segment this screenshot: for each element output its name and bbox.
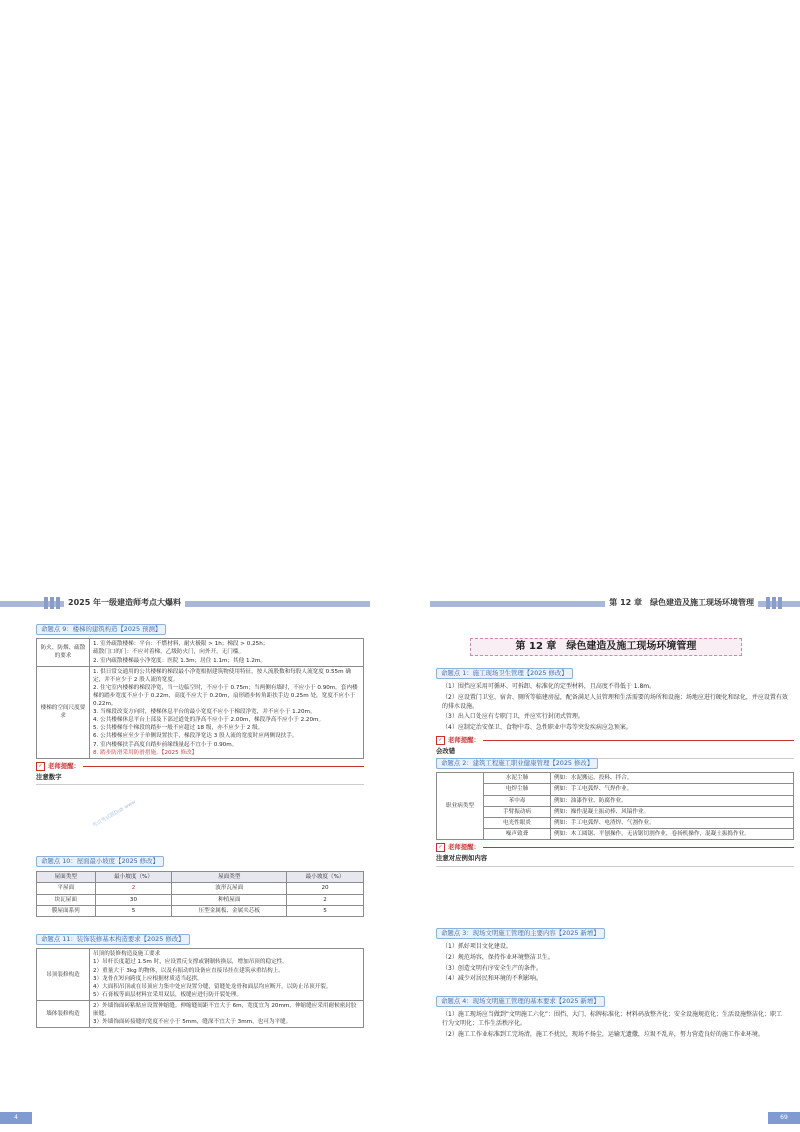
left-page-header <box>0 596 370 610</box>
table-cell: 种植屋面 <box>172 894 287 905</box>
list-item: 2）重量大于 3kg 的物体，以及有振动的设备应直接吊挂在建筑承重结构上。 <box>93 967 284 974</box>
table-cell: 30 <box>95 894 172 905</box>
table-row <box>37 949 364 1001</box>
tip-line <box>483 847 794 848</box>
tip-line <box>483 740 794 741</box>
stairs-table <box>36 638 364 759</box>
list-item: 2）外墙饰面砖粘贴应设置伸缩缝。伸缩缝间距不宜大于 6m，宽度宜为 20mm，伸缩缝应采用耐候密封胶嵌缝。 <box>93 1002 357 1018</box>
point-4-section <box>436 996 794 1040</box>
row-content <box>90 1000 364 1027</box>
point-3-title: 命题点 3：现场文明施工管理的主要内容【2025 新增】 <box>436 928 605 939</box>
table-cell: 例如：手工电弧焊、气焊作业。 <box>551 784 794 795</box>
list-item: 吊顶的装修构造及施工要求 <box>93 951 161 958</box>
point-9-section <box>36 624 364 785</box>
table-row <box>37 1000 364 1027</box>
tip-body: 注意对应例如内容 <box>436 852 794 866</box>
list-item: 1. 供日常交通用的公共楼梯的梯段最小净宽根据建筑物使用特征，按人流股数和每股人流宽度 0.55m 确定，并不应少于 2 股人流的宽度。 <box>93 668 351 683</box>
list-item: 1. 室外疏散楼梯：平台：不燃材料，耐火极限 > 1h；梯段 > 0.25h； <box>93 641 269 648</box>
table-cell: 例如：操作混凝土振动棒、风镐作业。 <box>551 806 794 817</box>
table-cell: 例如：木工圆锯、平刨操作，无齿锯切割作业，卷扬机操作，混凝土振捣作业。 <box>551 828 794 839</box>
point-2-title: 命题点 2：建筑工程施工职业健康管理【2025 修改】 <box>436 758 598 769</box>
decoration-table <box>36 948 364 1028</box>
check-icon: ✓ <box>36 762 45 771</box>
list-item: 4）大面积吊顶或在吊顶应力集中处应设置分缝，留缝处龙骨和面层均应断开，以防止吊顶开裂。 <box>93 983 332 990</box>
table-cell: 手臂振动病 <box>484 806 551 817</box>
paragraph: （1）抓好项目文化建设。 <box>442 943 512 951</box>
table-cell: 压型金属板、金属夹芯板 <box>172 905 287 916</box>
tip-title: 老师提醒： <box>448 842 480 851</box>
check-icon: ✓ <box>436 843 445 852</box>
teacher-tip <box>436 843 794 852</box>
right-page <box>430 596 800 1126</box>
table-cell: 5 <box>95 905 172 916</box>
row-label: 楼梯的空间尺度要求 <box>37 666 90 758</box>
row-label: 防火、防烟、疏散的要求 <box>37 639 90 666</box>
tip-body: 注意数字 <box>36 771 364 785</box>
column-header: 屋面类型 <box>172 872 287 883</box>
point-11-title: 命题点 11：装饰装修基本构造要求【2025 修改】 <box>36 934 190 945</box>
list-item: 5. 公共楼梯每个梯段的踏步一般不应超过 18 级，亦不应少于 2 级。 <box>93 725 264 732</box>
point-1-title: 命题点 1：施工现场卫生管理【2025 修改】 <box>436 668 573 679</box>
point-2-section <box>436 758 794 867</box>
watermark: 考点考试题Dub www <box>91 799 137 829</box>
tip-title: 老师提醒： <box>48 761 80 770</box>
table-row <box>437 817 794 828</box>
point-10-section <box>36 856 364 917</box>
list-item: 2. 住宅室内楼梯的梯段净宽，当一边临空时，不应小于 0.75m；当两侧有墙时，不应小于 0.90m。套内楼梯的踏步宽度不应小于 0.22m，高度不应大于 0.20m，扇形踏步转角距扶手边 0.25m 处，宽度不应小于 0.22m。 <box>93 684 358 708</box>
table-cell: 波形瓦屋面 <box>172 883 287 894</box>
table-row <box>437 806 794 817</box>
paragraph: （1）围挡应采用可循环、可拆卸、标准化的定型材料，且高度不得低于 1.8m。 <box>442 683 656 691</box>
left-page-number: 4 <box>0 1112 32 1124</box>
table-cell: 2 <box>287 894 364 905</box>
table-header-row <box>37 872 364 883</box>
table-cell: 水泥尘肺 <box>484 773 551 784</box>
column-header: 屋面类型 <box>37 872 96 883</box>
paragraph: （3）出入口处应有专职门卫，并应实行封闭式管理。 <box>442 713 584 721</box>
point-1-section <box>436 668 794 759</box>
list-item: 3）龙骨在短向跨度上应根据材质适当起拱。 <box>93 975 203 982</box>
list-item: 6. 公共楼梯应至少于单侧设置扶手，梯段净宽达 3 股人流的宽度时应两侧设扶手。 <box>93 733 298 740</box>
table-row <box>437 828 794 839</box>
point-11-section <box>36 934 364 1028</box>
paragraph: （4）减少对居民和环境的不利影响。 <box>442 975 542 983</box>
list-item: 3）外墙饰面砖接缝的宽度不应小于 5mm，缝深不宜大于 3mm，也可为平缝。 <box>93 1019 292 1026</box>
left-header-title: 2025 年一级建造师考点大爆料 <box>64 597 185 609</box>
list-item: 7. 室内楼梯扶手高度自踏步前缘线量起不宜小于 0.90m。 <box>93 741 238 748</box>
check-icon: ✓ <box>436 736 445 745</box>
row-label: 墙体装修构造 <box>37 1000 90 1027</box>
right-page-header <box>430 596 800 610</box>
roof-slope-table <box>36 871 364 916</box>
table-cell: 2 <box>95 883 172 894</box>
teacher-tip <box>436 736 794 745</box>
chapter-title: 第 12 章 绿色建造及施工现场环境管理 <box>470 638 742 656</box>
paragraph: （2）应设置门卫室、宿舍、厕所等临建房屋，配备满足人员管理和生活需要的场所和设施；场地应进行硬化和绿化，并应设置有效的排水设施。 <box>442 693 788 710</box>
list-item: 2. 室内疏散楼梯最小净宽度：医院 1.3m；居住 1.1m；其他 1.2m。 <box>93 657 266 664</box>
tip-line <box>83 766 364 767</box>
list-item: 4. 公共楼梯休息平台上部及下部过道处的净高不应小于 2.00m，梯段净高不应小于 2.20m。 <box>93 717 325 724</box>
point-10-title: 命题点 10：屋面最小坡度【2025 修改】 <box>36 856 164 867</box>
point-9-title: 命题点 9：楼梯的建筑构造【2025 预测】 <box>36 624 166 635</box>
list-item: 1）吊杆长度超过 1.5m 时，应设置反支撑或钢制转换层，增加吊顶的稳定性。 <box>93 959 288 966</box>
tip-body: 会改错 <box>436 745 794 759</box>
tip-title: 老师提醒： <box>448 735 480 744</box>
table-row <box>437 773 794 784</box>
table-row <box>37 894 364 905</box>
left-page <box>0 596 370 1126</box>
table-cell: 平屋面 <box>37 883 96 894</box>
table-cell: 例如：油漆作业、防腐作业。 <box>551 795 794 806</box>
list-item: 3. 当梯段改变方向时，楼梯休息平台的最小宽度不应小于梯段净宽，并不应小于 1.20m。 <box>93 709 316 716</box>
header-stripes <box>766 597 782 609</box>
table-cell: 膜屋面系列 <box>37 905 96 916</box>
table-cell: 5 <box>287 905 364 916</box>
table-row <box>37 905 364 916</box>
table-cell: 块瓦屋面 <box>37 894 96 905</box>
row-content <box>90 639 364 666</box>
list-item: 疏散门口的门：不应对着梯，乙级防火门，向外开，无门槛。 <box>93 649 245 656</box>
paragraph: （2）规范场容，保持作业环境整洁卫生。 <box>442 953 554 961</box>
table-cell: 例如：水泥搬运、投料、拌合。 <box>551 773 794 784</box>
occupational-disease-table <box>436 772 794 840</box>
table-cell: 电焊尘肺 <box>484 784 551 795</box>
table-cell: 例如：手工电弧焊、电渣焊、气割作业。 <box>551 817 794 828</box>
row-content <box>90 949 364 1001</box>
paragraph: （4）应制定治安保卫、食物中毒、急性职业中毒等突发疾病应急预案。 <box>442 724 632 732</box>
list-item: 5）石膏板等面层材料宜采用双层，板缝应进行防开裂处理。 <box>93 991 242 998</box>
column-header: 最小坡度（%） <box>287 872 364 883</box>
teacher-tip <box>36 762 364 771</box>
point-4-title: 命题点 4：现场文明施工管理的基本要求【2025 新增】 <box>436 996 605 1007</box>
header-stripes <box>44 597 60 609</box>
table-row <box>37 639 364 666</box>
column-header: 最小坡度（%） <box>95 872 172 883</box>
right-page-number: 69 <box>768 1112 800 1124</box>
table-row <box>37 666 364 758</box>
row-label: 职业病类型 <box>437 773 484 840</box>
table-cell: 电光性眼炎 <box>484 817 551 828</box>
paragraph: （1）施工现场应当做到“文明施工六化”：围挡、大门、标牌标准化；材料码放整齐化；安全设施规范化；生活设施整洁化；职工行为文明化；工作生活秩序化。 <box>442 1011 783 1027</box>
table-row <box>437 784 794 795</box>
table-row <box>37 883 364 894</box>
row-content <box>90 666 364 758</box>
paragraph: （2）施工工作业标准到工完场清，施工不扰民，现场不扬尘，运输无遗撒，垃圾不乱弃，努力营造良好的施工作业环境。 <box>442 1030 764 1038</box>
table-cell: 20 <box>287 883 364 894</box>
point-3-section <box>436 928 794 985</box>
list-item: 8. 踏步防滑采用防滑措施。【2025 修改】 <box>93 749 198 756</box>
row-label: 吊顶装修构造 <box>37 949 90 1001</box>
paragraph: （3）创造文明有序安全生产的条件。 <box>442 964 542 972</box>
right-header-title: 第 12 章 绿色建造及施工现场环境管理 <box>605 597 758 609</box>
table-cell: 噪声致聋 <box>484 828 551 839</box>
table-row <box>437 795 794 806</box>
table-cell: 苯中毒 <box>484 795 551 806</box>
